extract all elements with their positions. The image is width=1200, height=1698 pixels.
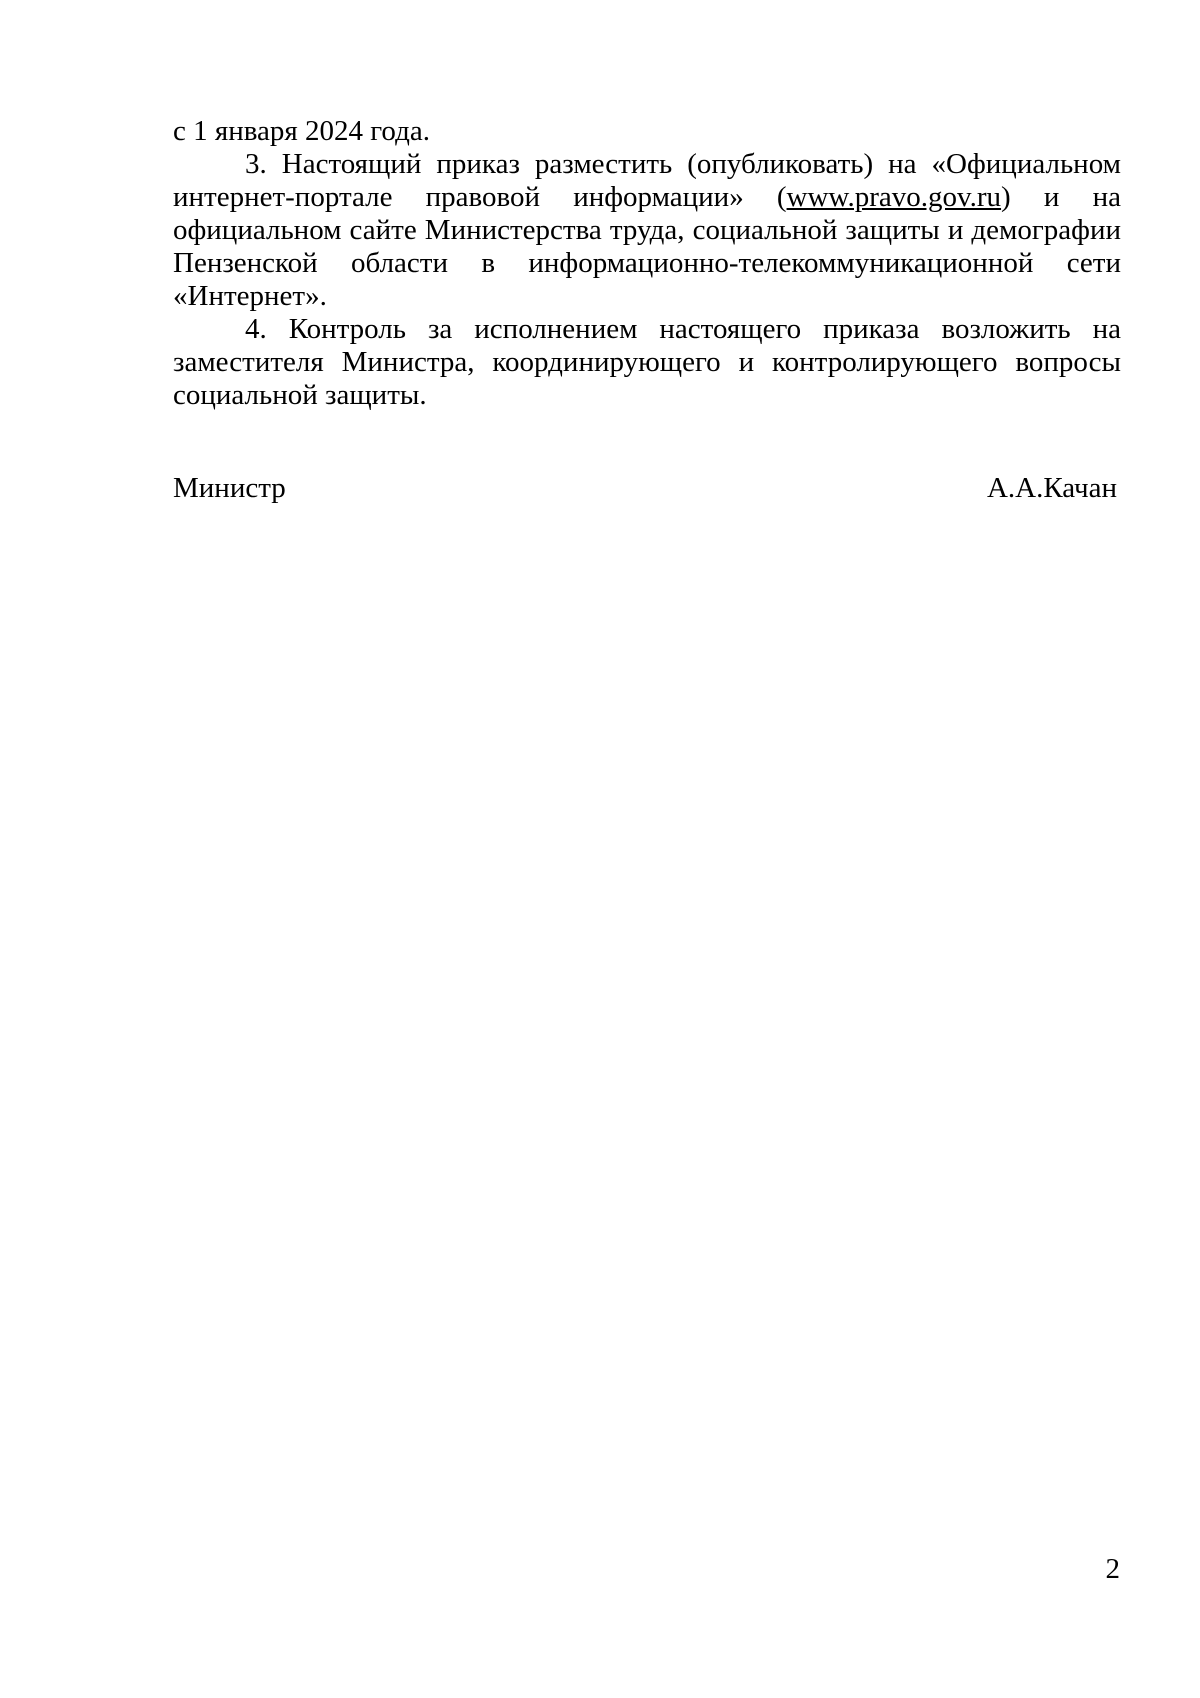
document-body (173, 115, 1121, 412)
signature-name: А.А.Качан (986, 472, 1117, 504)
item-4-paragraph: 4. Контроль за исполнением настоящего приказа возложить на заместителя Министра, координирующего и контролирующего вопросы социальной защиты. (173, 313, 1121, 411)
item-3-text-start: 3. Настоящий приказ разместить (опубликовать) на «Официальном интернет-портале правовой информации» ( (173, 148, 1121, 213)
signature-title: Министр (173, 472, 286, 504)
pravo-gov-link[interactable]: www.pravo.gov.ru (786, 181, 1002, 213)
continuation-line: с 1 января 2024 года. (173, 115, 430, 147)
page-number: 2 (1105, 1553, 1120, 1585)
item-3-text-end: ) и на официальном сайте Министерства труда, социальной защиты и демографии Пензенской области в информационно-телекоммуникационной сети «Интернет». (173, 181, 1121, 312)
item-3-paragraph (173, 148, 1121, 313)
